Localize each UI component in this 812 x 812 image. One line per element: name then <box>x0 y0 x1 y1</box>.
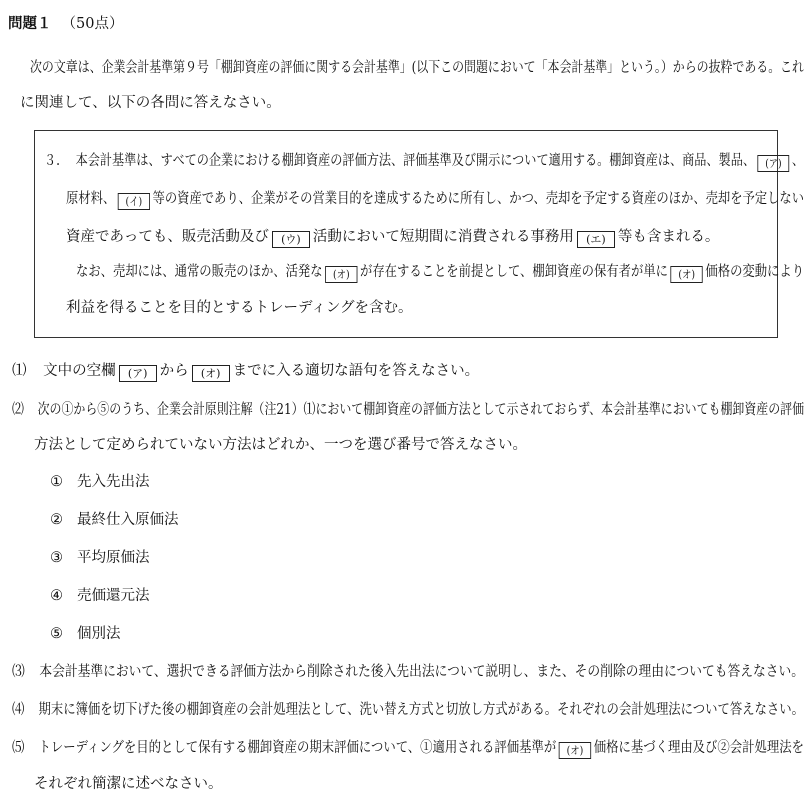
question-4 <box>12 700 804 720</box>
option-label: 平均原価法 <box>77 550 150 566</box>
problem-points: （50点） <box>61 16 124 32</box>
option-item <box>50 472 150 492</box>
question-text: から <box>159 363 189 379</box>
option-item <box>50 548 150 568</box>
excerpt-text: 原材料、 <box>66 191 116 207</box>
excerpt-text: 資産であっても、販売活動及び <box>66 229 269 245</box>
option-number: ④ <box>50 588 63 604</box>
option-item <box>50 624 121 644</box>
option-label: 最終仕入原価法 <box>77 512 179 528</box>
question-number: ⑸ <box>12 740 25 756</box>
blank-o: (オ) <box>671 266 703 283</box>
question-number: ⑶ <box>12 664 25 680</box>
question-text: 文中の空欄 <box>43 363 116 379</box>
excerpt-text: 本会計基準は、すべての企業における棚卸資産の評価方法、評価基準及び開示について適用する。棚卸資産は、商品、製品、 <box>75 153 755 169</box>
question-2-line-2: 方法として定められていない方法はどれか、一つを選び番号で答えなさい。 <box>34 437 527 453</box>
question-number: ⑵ <box>12 402 24 418</box>
option-label: 売価還元法 <box>77 588 150 604</box>
question-text: 価格に基づく理由及び②会計処理法を <box>593 740 804 756</box>
option-label: 先入先出法 <box>77 474 150 490</box>
question-number: ⑷ <box>12 702 25 718</box>
excerpt-text: 、 <box>791 153 804 169</box>
option-number: ③ <box>50 550 63 566</box>
blank-a: (ア) <box>119 365 157 382</box>
excerpt-text: 活動において短期間に消費される事務用 <box>312 229 574 245</box>
excerpt-line-1 <box>44 151 804 172</box>
blank-o: (オ) <box>192 365 230 382</box>
intro-line-1: 次の文章は、企業会計基準第９号「棚卸資産の評価に関する会計基準」(以下この問題において「本会計基準」という。）からの抜粋である。これ <box>30 60 804 76</box>
blank-u: (ウ) <box>272 231 310 248</box>
blank-i: (イ) <box>118 193 150 210</box>
excerpt-text: 等も含まれる。 <box>617 229 720 245</box>
excerpt-line-4 <box>76 262 804 283</box>
excerpt-text: 価格の変動により <box>705 264 805 280</box>
question-text: 次の①から⑤のうち、企業会計原則注解（注21）⑴において棚卸資産の評価方法として示されておらず、本会計基準においても棚卸資産の評価 <box>37 402 805 418</box>
intro-line-2: に関連して、以下の各問に答えなさい。 <box>20 95 281 111</box>
excerpt-text: 等の資産であり、企業がその営業目的を達成するために所有し、かつ、売却を予定する資産のほか、売却を予定しない <box>152 191 805 207</box>
option-number: ⑤ <box>50 626 63 642</box>
excerpt-text: なお、売却には、通常の販売のほか、活発な <box>76 264 323 280</box>
option-item <box>50 510 179 530</box>
question-text: 本会計基準において、選択できる評価方法から削除された後入先出法について説明し、また、その削除の理由についても答えなさい。 <box>39 664 805 680</box>
question-text: トレーディングを目的として保有する棚卸資産の期末評価について、①適用される評価基準が <box>38 740 557 756</box>
excerpt-number: ３. <box>44 153 61 169</box>
blank-o: (オ) <box>325 266 357 283</box>
problem-title: 問題１ <box>8 15 52 32</box>
question-5 <box>12 738 804 759</box>
question-1 <box>12 361 479 382</box>
question-5-line-2: それぞれ簡潔に述べなさい。 <box>34 776 223 792</box>
question-2 <box>12 400 804 420</box>
option-number: ② <box>50 512 63 528</box>
question-3 <box>12 662 804 682</box>
option-number: ① <box>50 474 63 490</box>
excerpt-line-3 <box>66 227 719 248</box>
blank-e: (エ) <box>577 231 615 248</box>
question-text: 期末に簿価を切下げた後の棚卸資産の会計処理法として、洗い替え方式と切放し方式がある。それぞれの会計処理法について答えなさい。 <box>38 702 804 718</box>
excerpt-text: が存在することを前提として、棚卸資産の保有者が単に <box>360 264 668 280</box>
excerpt-line-2 <box>66 189 804 210</box>
question-text: までに入る適切な語句を答えなさい。 <box>232 363 480 379</box>
blank-a: (ア) <box>757 155 789 172</box>
excerpt-line-5: 利益を得ることを目的とするトレーディングを含む。 <box>66 300 413 316</box>
question-number: ⑴ <box>12 363 27 379</box>
option-label: 個別法 <box>77 626 121 642</box>
problem-header <box>8 14 123 34</box>
option-item <box>50 586 150 606</box>
blank-o: (オ) <box>559 742 591 759</box>
